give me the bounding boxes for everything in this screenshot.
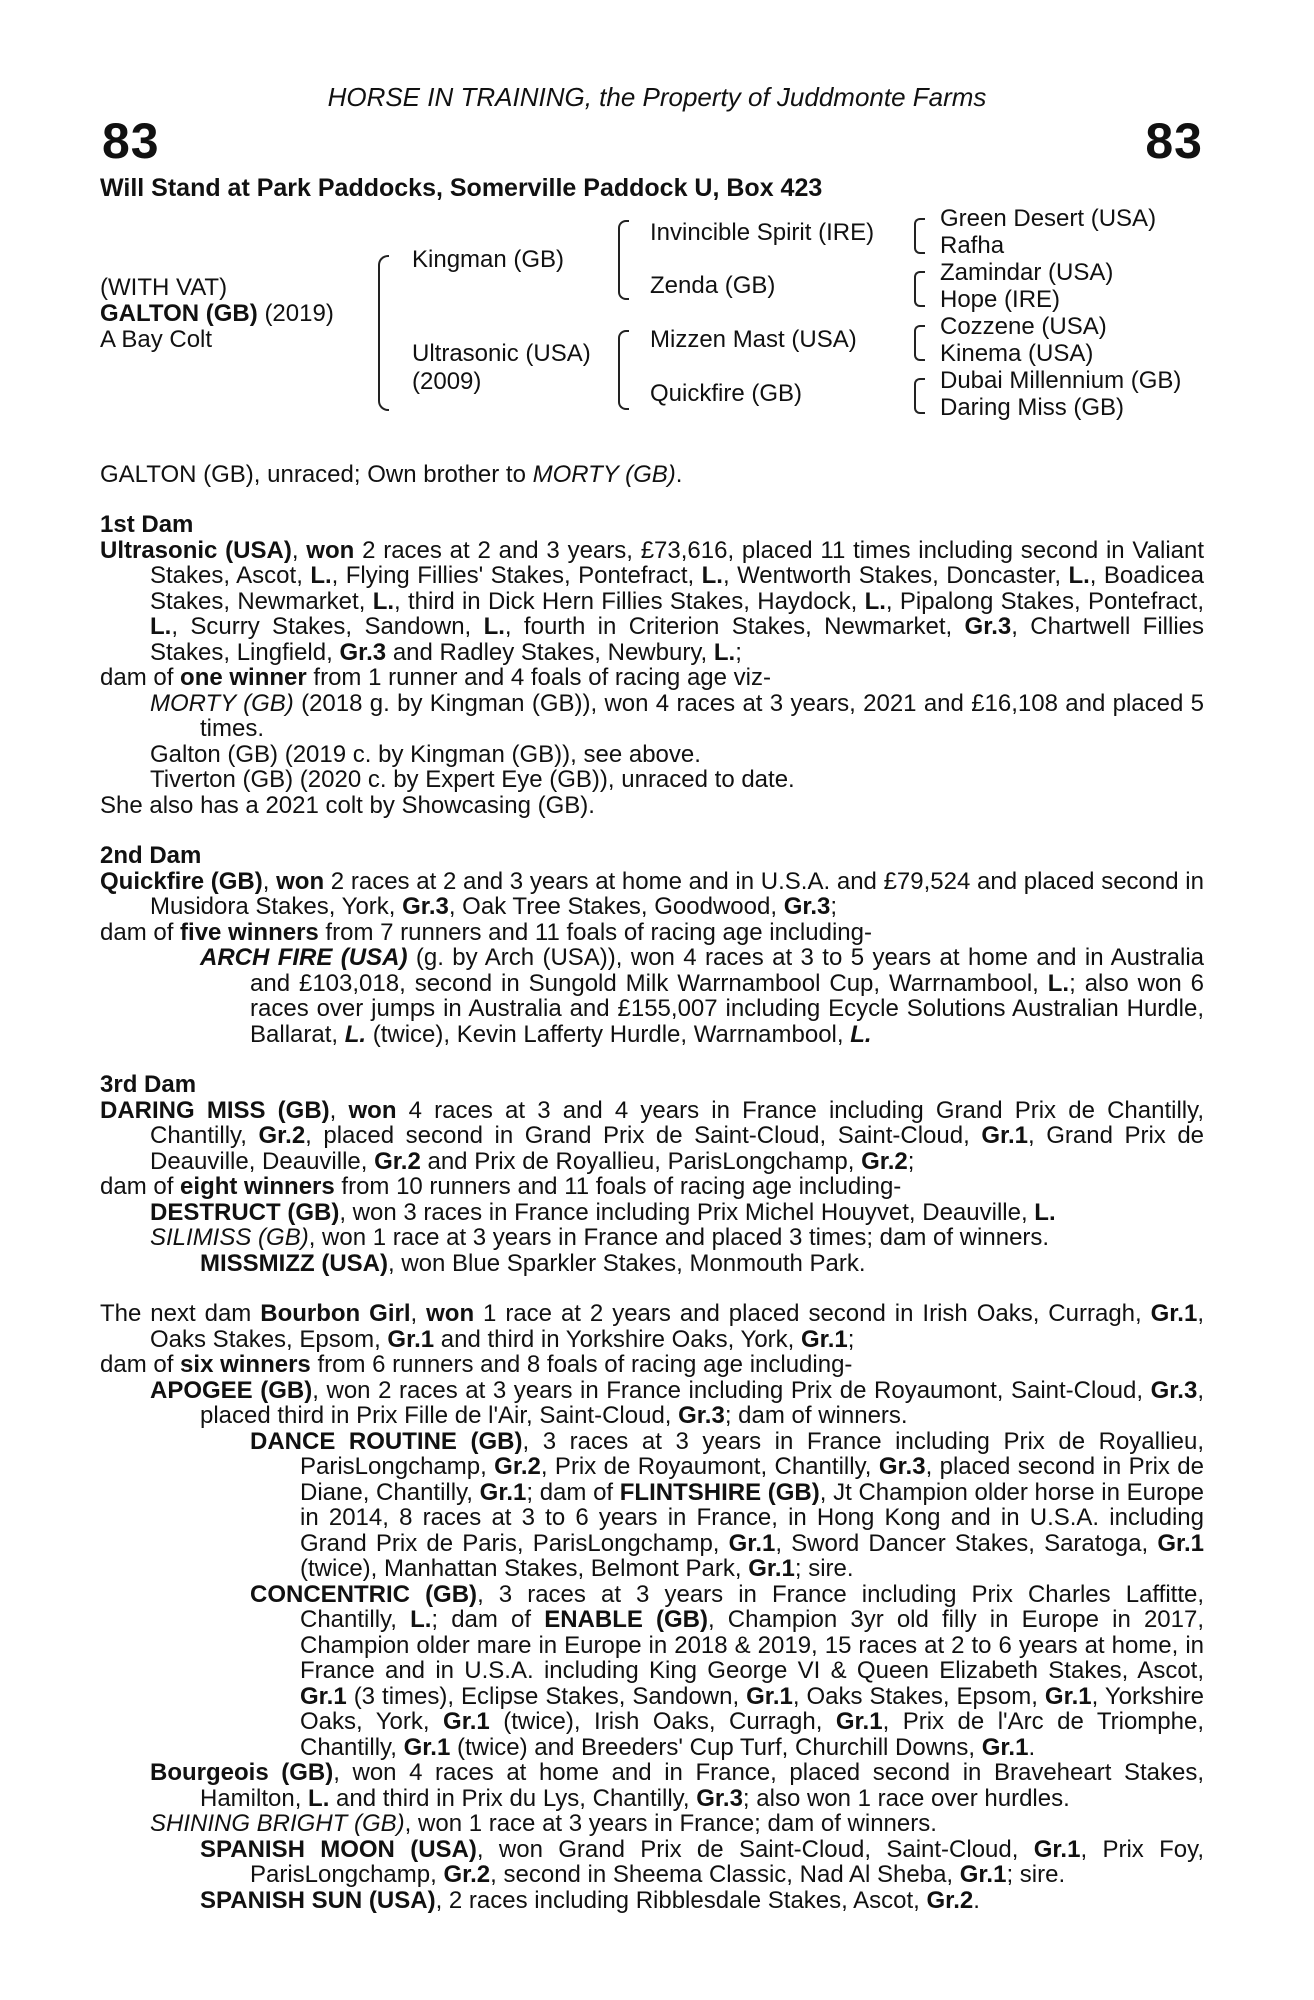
horse-name: GALTON (GB) [100,300,258,327]
sire: Kingman (GB) [412,246,565,273]
intro-line: GALTON (GB), unraced; Own brother to MORTY (GB). [100,461,683,488]
dam-year: (2009) [412,368,482,395]
produce-entry: APOGEE (GB), won 2 races at 3 years in France including Prix de Royaumont, Saint-Cloud, Gr.3, placed third in Prix Fille de l'Air, Saint-Cloud, Gr.3; dam of winners. [150,1376,1204,1429]
brother-name: MORTY (GB) [532,461,676,488]
third-dam-section: 3rd Dam DARING MISS (GB), won 4 races at 3 and 4 years in France including Grand Prix de Chantilly, Chantilly, Gr.2, placed second in Grand Prix de Saint-Cloud, Saint-Cloud, Gr.1, Grand Prix de Deauville, Deauville, Gr.2 and Prix de Royallieu, ParisLongchamp, Gr.2; dam of eight winners from 10 runners and 11 foals of racing age including- DESTRUCT (GB), won 3 races in France including Prix Michel Houyvet, Deauville, L. SILIMISS (GB), won 1 race at 3 years in France and placed 3 times; dam of winners. MISSMIZZ (USA), won Blue Sparkler Stakes, Monmouth Park. [100,1071,1205,1277]
pedigree-brace [618,330,629,410]
section-heading: 2nd Dam [100,842,202,869]
produce-entry: CONCENTRIC (GB), 3 races at 3 years in France including Prix Charles Laffitte, Chantilly, L.; dam of ENABLE (GB), Champion 3yr old filly in Europe in 2017, Champion older mare in Europe in 2018 & 2019, 15 races at 2 to 6 years at home, in France and in U.S.A. including King George VI & Queen Elizabeth Stakes, Ascot, Gr.1 (3 times), Eclipse Stakes, Sandown, Gr.1, Oaks Stakes, Epsom, Gr.1, Yorkshire Oaks, York, Gr.1 (twice), Irish Oaks, Curragh, Gr.1, Prix de l'Arc de Triomphe, Chantilly, Gr.1 (twice) and Breeders' Cup Turf, Churchill Downs, Gr.1. [250,1580,1205,1761]
first-dam-section: 1st Dam Ultrasonic (USA), won 2 races at 2 and 3 years, £73,616, placed 11 times including second in Valiant Stakes, Ascot, L., Flying Fillies' Stakes, Pontefract, L., Wentworth Stakes, Doncaster, L., Boadicea Stakes, Newmarket, L., third in Dick Hern Fillies Stakes, Haydock, L., Pipalong Stakes, Pontefract, L., Scurry Stakes, Sandown, L., fourth in Criterion Stakes, Newmarket, Gr.3, Chartwell Fillies Stakes, Lingfield, Gr.3 and Radley Stakes, Newbury, L.; dam of one winner from 1 runner and 4 foals of racing age viz- MORTY (GB) (2018 g. by Kingman (GB)), won 4 races at 3 years, 2021 and £16,108 and placed 5 times. Galton (GB) (2019 c. by Kingman (GB)), see above. Tiverton (GB) (2020 c. by Expert Eye (GB)), unraced to date. She also has a 2021 colt by Showcasing (GB). [100,511,1205,819]
granddam-3: Kinema (USA) [940,340,1094,367]
sire-dam: Zenda (GB) [650,272,776,299]
pedigree-brace [914,325,925,361]
produce-entry: DANCE ROUTINE (GB), 3 races at 3 years in France including Prix de Royallieu, ParisLongchamp, Gr.2, Prix de Royaumont, Chantilly, Gr.3, placed second in Prix de Diane, Chantilly, Gr.1; dam of FLINTSHIRE (GB), Jt Champion older horse in Europe in 2014, 8 races at 3 to 6 years in France, in Hong Kong and in U.S.A. including Grand Prix de Paris, ParisLongchamp, Gr.1, Sword Dancer Stakes, Saratoga, Gr.1 (twice), Manhattan Stakes, Belmont Park, Gr.1; sire. [250,1427,1205,1582]
dam-dam: Quickfire (GB) [650,380,803,407]
dam-name: Ultrasonic (USA) [100,536,292,564]
produce-entry: SPANISH MOON (USA), won Grand Prix de Saint-Cloud, Saint-Cloud, Gr.1, Prix Foy, ParisLongchamp, Gr.2, second in Sheema Classic, Nad Al Sheba, Gr.1; sire. [200,1835,1205,1888]
section-heading: 3rd Dam [100,1071,197,1098]
dam-name: Quickfire (GB) [100,867,263,895]
produce-entry: SHINING BRIGHT (GB), won 1 race at 3 years in France; dam of winners. [150,1810,937,1837]
grandsire-2: Zamindar (USA) [940,259,1114,286]
produce-entry: Bourgeois (GB), won 4 races at home and in France, placed second in Braveheart Stakes, Hamilton, L. and third in Prix du Lys, Chantilly, Gr.3; also won 1 race over hurdles. [150,1759,1205,1812]
next-dam-section: The next dam Bourbon Girl, won 1 race at 2 years and placed second in Irish Oaks, Curragh, Gr.1, Oaks Stakes, Epsom, Gr.1 and third in Yorkshire Oaks, York, Gr.1; dam of six winners from 6 runners and 8 foals of racing age including- APOGEE (GB), won 2 races at 3 years in France including Prix de Royaumont, Saint-Cloud, Gr.3, placed third in Prix Fille de l'Air, Saint-Cloud, Gr.3; dam of winners. DANCE ROUTINE (GB), 3 races at 3 years in France including Prix de Royallieu, ParisLongchamp, Gr.2, Prix de Royaumont, Chantilly, Gr.3, placed second in Prix de Diane, Chantilly, Gr.1; dam of FLINTSHIRE (GB), Jt Champion older horse in Europe in 2014, 8 races at 3 to 6 years in France, in Hong Kong and in U.S.A. including Grand Prix de Paris, ParisLongchamp, Gr.1, Sword Dancer Stakes, Saratoga, Gr.1 (twice), Manhattan Stakes, Belmont Park, Gr.1; sire. CONCENTRIC (GB), 3 races at 3 years in France including Prix Charles Laffitte, Chantilly, L.; dam of ENABLE (GB), Champion 3yr old filly in Europe in 2017, Champion older mare in Europe in 2018 & 2019, 15 races at 2 to 6 years at home, in France and in U.S.A. including King George VI & Queen Elizabeth Stakes, Ascot, Gr.1 (3 times), Eclipse Stakes, Sandown, Gr.1, Oaks Stakes, Epsom, Gr.1, Yorkshire Oaks, York, Gr.1 (twice), Irish Oaks, Curragh, Gr.1, Prix de l'Arc de Triomphe, Chantilly, Gr.1 (twice) and Breeders' Cup Turf, Churchill Downs, Gr.1. Bourgeois (GB), won 4 races at home and in France, placed second in Braveheart Stakes, Hamilton, L. and third in Prix du Lys, Chantilly, Gr.3; also won 1 race over hurdles. SHINING BRIGHT (GB), won 1 race at 3 years in France; dam of winners. SPANISH MOON (USA), won Grand Prix de Saint-Cloud, Saint-Cloud, Gr.1, Prix Foy, ParisLongchamp, Gr.2, second in Sheema Classic, Nad Al Sheba, Gr.1; sire. SPANISH SUN (USA), 2 races including Ribblesdale Stakes, Ascot, Gr.2. [100,1300,1205,1914]
sire-sire: Invincible Spirit (IRE) [650,219,875,246]
dam-name: Bourbon Girl [260,1300,411,1327]
produce-entry: DESTRUCT (GB), won 3 races in France including Prix Michel Houyvet, Deauville, L. [150,1198,1056,1226]
horse-title [100,300,334,328]
horse-description: A Bay Colt [100,326,213,353]
produce-entry: Tiverton (GB) (2020 c. by Expert Eye (GB)), unraced to date. [150,766,795,793]
stand-location: Will Stand at Park Paddocks, Somerville Paddock U, Box 423 [100,174,823,202]
pedigree-brace [914,271,925,307]
produce-entry: SILIMISS (GB), won 1 race at 3 years in France and placed 3 times; dam of winners. [150,1224,1050,1251]
horse-year: (2019) [264,300,334,327]
grandsire-3: Cozzene (USA) [940,313,1107,340]
pedigree-brace [618,220,629,300]
dam-sire: Mizzen Mast (USA) [650,326,857,353]
grandsire-1: Green Desert (USA) [940,205,1157,232]
pedigree-brace [914,378,925,414]
produce-entry: Galton (GB) (2019 c. by Kingman (GB)), see above. [150,740,701,768]
granddam-1: Rafha [940,232,1005,259]
granddam-2: Hope (IRE) [940,286,1061,313]
dam: Ultrasonic (USA) [412,340,591,367]
produce-entry: SPANISH SUN (USA), 2 races including Ribblesdale Stakes, Ascot, Gr.2. [200,1886,980,1914]
granddam-4: Daring Miss (GB) [940,394,1125,421]
vat-note: (WITH VAT) [100,274,228,301]
catalogue-header: HORSE IN TRAINING, the Property of Juddmonte Farms [327,82,987,112]
pedigree-brace [914,218,925,254]
grandsire-4: Dubai Millennium (GB) [940,367,1182,394]
second-dam-section: 2nd Dam Quickfire (GB), won 2 races at 2 and 3 years at home and in U.S.A. and £79,524 and placed second in Musidora Stakes, York, Gr.3, Oak Tree Stakes, Goodwood, Gr.3; dam of five winners from 7 runners and 11 foals of racing age including- ARCH FIRE (USA) (g. by Arch (USA)), won 4 races at 3 to 5 years at home and in Australia and £103,018, second in Sungold Milk Warrnambool Cup, Warrnambool, L.; also won 6 races over jumps in Australia and £155,007 including Ecycle Solutions Australian Hurdle, Ballarat, L. (twice), Kevin Lafferty Hurdle, Warrnambool, L. [100,842,1204,1048]
lot-number-right: 83 [1145,113,1203,169]
produce-entry: ARCH FIRE (USA) (g. by Arch (USA)), won 4 races at 3 to 5 years at home and in Australia and £103,018, second in Sungold Milk Warrnambool Cup, Warrnambool, L.; also won 6 races over jumps in Australia and £155,007 including Ecycle Solutions Australian Hurdle, Ballarat, L. (twice), Kevin Lafferty Hurdle, Warrnambool, L. [200,944,1204,1048]
section-heading: 1st Dam [100,511,194,538]
produce-entry: MISSMIZZ (USA), won Blue Sparkler Stakes, Monmouth Park. [200,1249,866,1277]
lot-number-left: 83 [102,113,160,169]
dam-name: DARING MISS (GB) [100,1096,330,1124]
pedigree-brace [378,255,389,411]
produce-entry: MORTY (GB) (2018 g. by Kingman (GB)), won 4 races at 3 years, 2021 and £16,108 and placed 5 times. [150,689,1205,742]
